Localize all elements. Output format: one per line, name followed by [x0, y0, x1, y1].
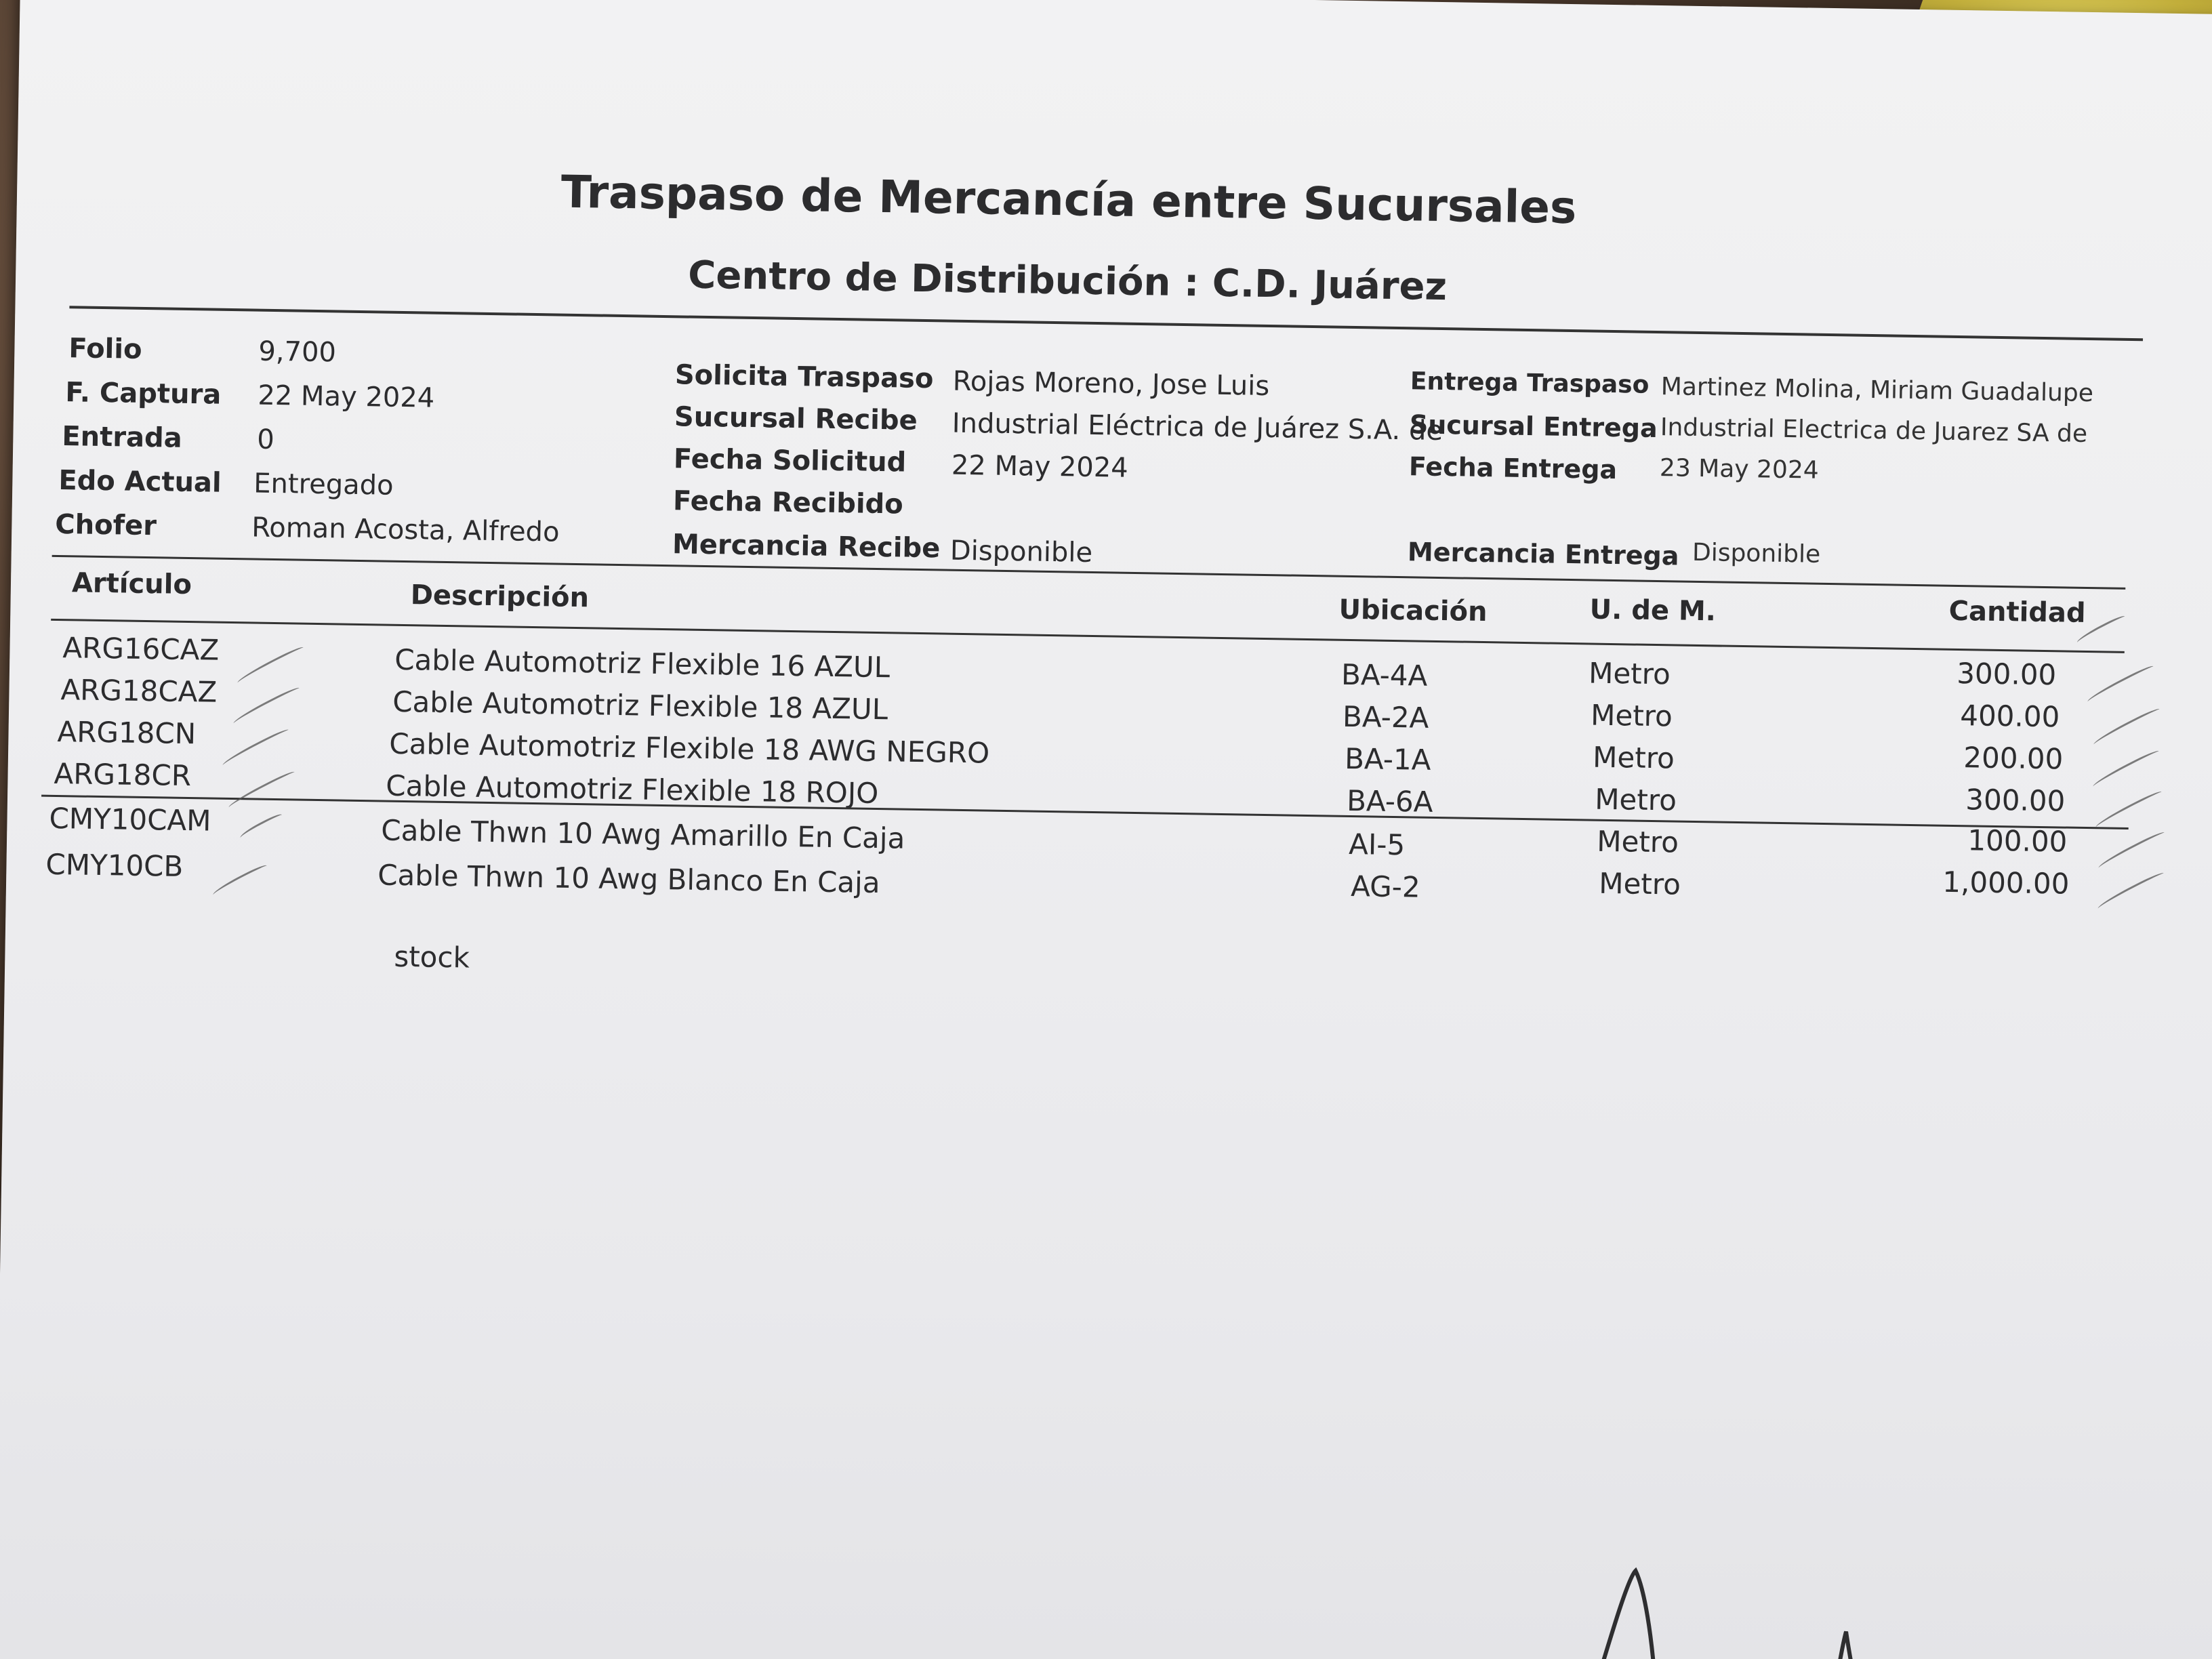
cell-cantidad: 400.00 — [1959, 699, 2060, 734]
cell-cantidad: 1,000.00 — [1942, 865, 2070, 901]
document-subtitle: Centro de Distribución : C.D. Juárez — [687, 253, 1448, 310]
cell-ubicacion: AG-2 — [1350, 869, 1421, 904]
document-title: Traspaso de Mercancía entre Sucursales — [560, 165, 1577, 234]
solicita-value: Rojas Moreno, Jose Luis — [952, 365, 1270, 403]
cell-udm: Metro — [1596, 824, 1679, 859]
fecha-solicitud-value: 22 May 2024 — [951, 449, 1129, 484]
fecha-entrega-value: 23 May 2024 — [1659, 454, 1820, 485]
cell-descripcion: Cable Automotriz Flexible 18 AZUL — [392, 684, 888, 726]
folio-label: Folio — [68, 333, 142, 365]
cell-cantidad: 300.00 — [1965, 783, 2066, 818]
sucursal-recibe-value: Industrial Eléctrica de Juárez S.A. de — [951, 407, 1443, 447]
cell-articulo: ARG18CAZ — [60, 673, 218, 709]
check-mark-icon — [236, 644, 306, 685]
signature-scribble — [1593, 1563, 1879, 1659]
solicita-label: Solicita Traspaso — [674, 359, 934, 395]
col-header-ubicacion: Ubicación — [1338, 594, 1488, 628]
sucursal-entrega-value: Industrial Electrica de Juarez SA de — [1660, 413, 2088, 448]
cell-ubicacion: BA-1A — [1344, 741, 1431, 777]
mercancia-recibe-value: Disponible — [949, 535, 1093, 569]
check-mark-icon — [2086, 663, 2156, 704]
cell-descripcion: Cable Automotriz Flexible 18 AWG NEGRO — [388, 726, 990, 770]
row-group-divider — [41, 795, 2129, 830]
check-mark-icon — [2092, 707, 2162, 747]
cell-ubicacion: BA-4A — [1340, 657, 1428, 693]
col-header-descripcion: Descripción — [410, 579, 590, 614]
cell-udm: Metro — [1592, 740, 1675, 775]
check-mark-icon — [2097, 830, 2167, 871]
check-mark-icon — [2096, 871, 2166, 912]
table-header-divider — [51, 619, 2125, 653]
check-mark-icon — [2094, 790, 2164, 830]
cell-cantidad: 200.00 — [1963, 741, 2064, 776]
col-header-cantidad: Cantidad — [1948, 595, 2086, 629]
chofer-label: Chofer — [55, 508, 157, 542]
cell-udm: Metro — [1598, 866, 1681, 901]
fecha-entrega-label: Fecha Entrega — [1408, 451, 1618, 485]
cell-articulo: CMY10CB — [45, 847, 184, 883]
edo-actual-label: Edo Actual — [58, 464, 222, 499]
check-mark-icon — [239, 812, 284, 840]
cell-ubicacion: BA-6A — [1346, 783, 1433, 819]
cell-articulo: ARG16CAZ — [62, 631, 220, 667]
check-mark-icon — [232, 685, 302, 726]
check-mark-icon — [2091, 748, 2161, 789]
mercancia-entrega-label: Mercancia Entrega — [1407, 537, 1679, 571]
chofer-value: Roman Acosta, Alfredo — [251, 512, 560, 548]
cell-udm: Metro — [1590, 698, 1673, 733]
col-header-articulo: Artículo — [71, 567, 192, 601]
fecha-recibido-label: Fecha Recibido — [672, 485, 904, 520]
cell-cantidad: 300.00 — [1956, 657, 2057, 692]
captura-value: 22 May 2024 — [258, 380, 435, 414]
cell-articulo: ARG18CN — [57, 714, 197, 751]
cell-cantidad: 100.00 — [1967, 823, 2068, 859]
cell-descripcion: Cable Thwn 10 Awg Blanco En Caja — [377, 858, 880, 900]
check-mark-icon — [221, 727, 291, 768]
entrega-value: Martinez Molina, Miriam Guadalupe — [1660, 373, 2094, 408]
stock-note: stock — [394, 939, 470, 975]
cell-articulo: ARG18CR — [54, 756, 192, 793]
mercancia-recibe-label: Mercancia Recibe — [672, 529, 941, 565]
cell-ubicacion: BA-2A — [1342, 699, 1429, 735]
check-mark-icon — [227, 769, 297, 810]
entrada-value: 0 — [257, 424, 275, 455]
fecha-solicitud-label: Fecha Solicitud — [673, 443, 907, 478]
sucursal-recibe-label: Sucursal Recibe — [674, 401, 918, 436]
edo-actual-value: Entregado — [253, 468, 394, 501]
col-header-udm: U. de M. — [1589, 594, 1717, 628]
cell-ubicacion: AI-5 — [1348, 827, 1406, 862]
entrega-label: Entrega Traspaso — [1410, 367, 1650, 399]
cell-udm: Metro — [1588, 656, 1671, 691]
cell-descripcion: Cable Automotriz Flexible 18 ROJO — [386, 769, 879, 811]
captura-label: F. Captura — [65, 377, 222, 411]
cell-descripcion: Cable Automotriz Flexible 16 AZUL — [394, 642, 890, 684]
entrada-label: Entrada — [62, 421, 183, 454]
cell-articulo: CMY10CAM — [49, 801, 211, 838]
cell-udm: Metro — [1594, 782, 1677, 817]
sucursal-entrega-label: Sucursal Entrega — [1409, 409, 1658, 444]
mercancia-entrega-value: Disponible — [1692, 538, 1821, 569]
folio-value: 9,700 — [258, 335, 337, 369]
check-mark-icon — [211, 863, 269, 897]
cell-descripcion: Cable Thwn 10 Awg Amarillo En Caja — [380, 813, 905, 855]
